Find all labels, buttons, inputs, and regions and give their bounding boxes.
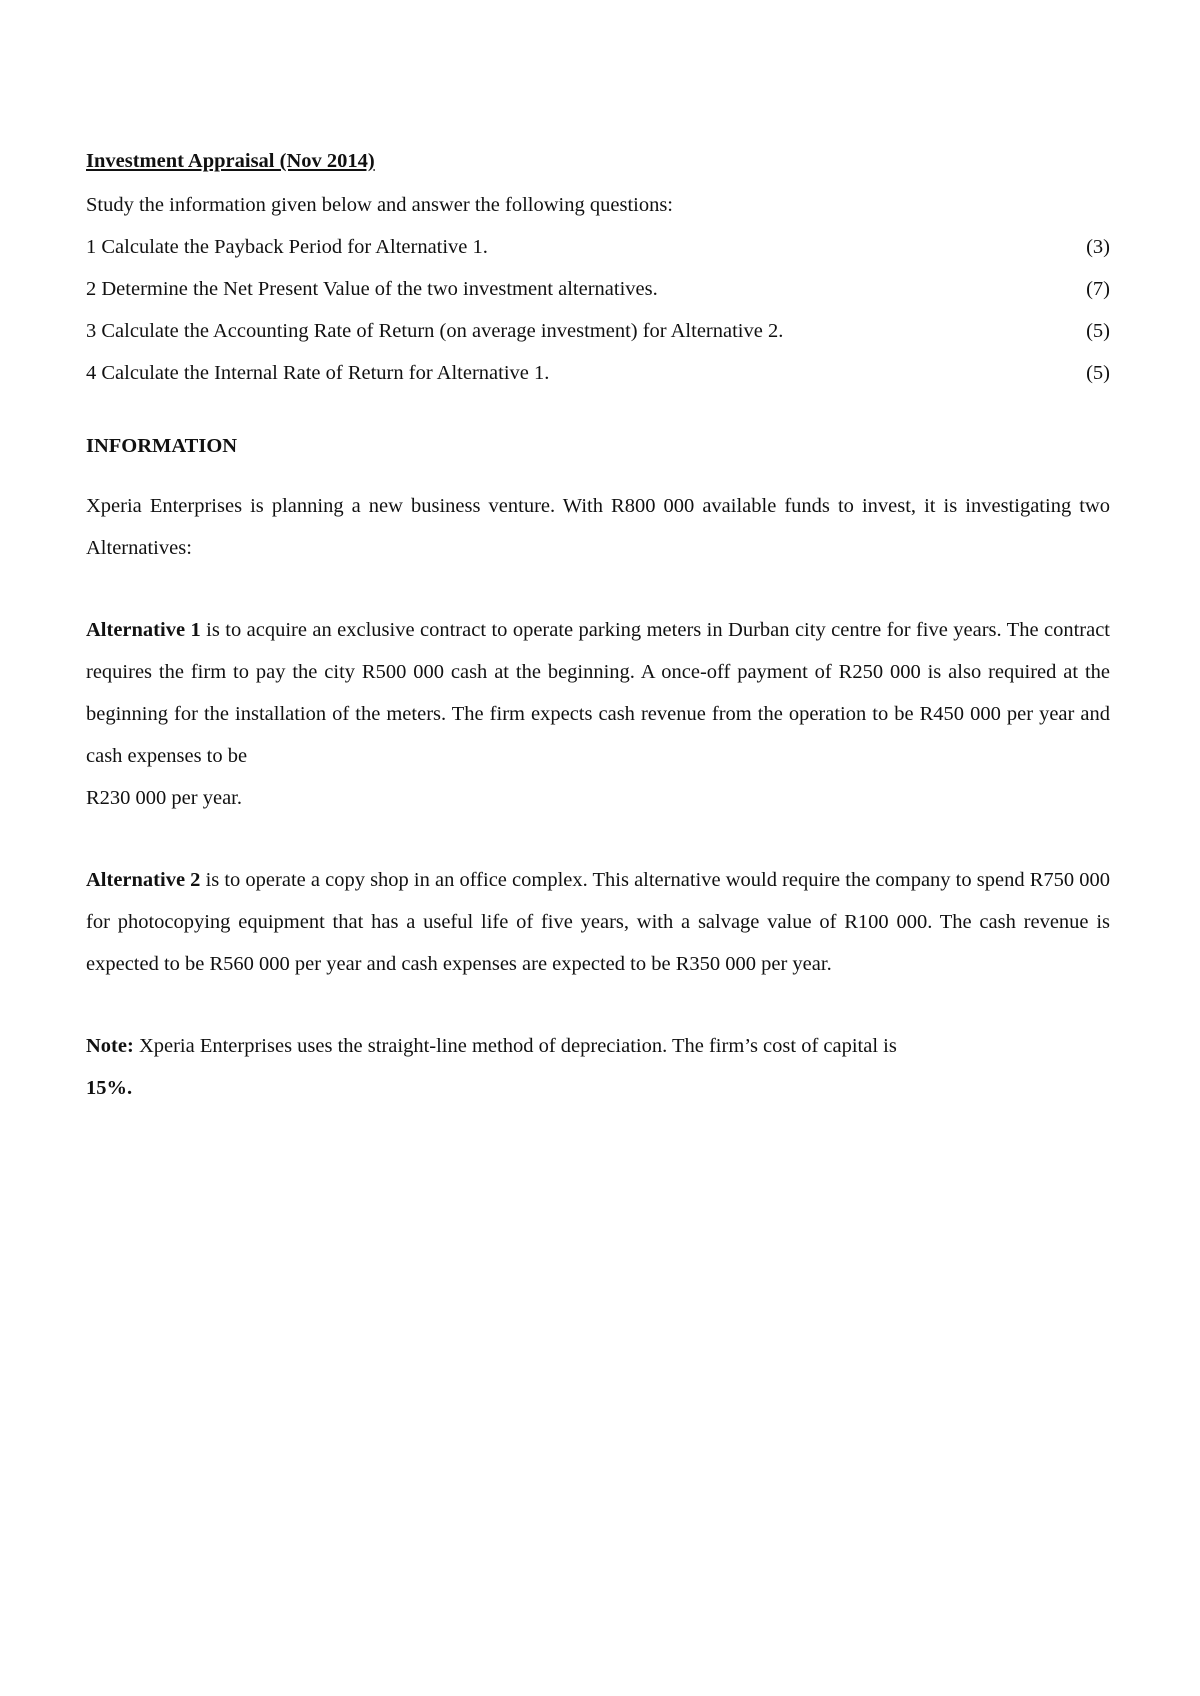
note-rate (86, 1067, 1110, 1109)
question-marks: (5) (1086, 320, 1110, 342)
document-title: Investment Appraisal (Nov 2014) (86, 150, 375, 172)
question-text: 1 Calculate the Payback Period for Alternative 1. (86, 236, 488, 258)
question-item (86, 310, 1110, 352)
question-marks: (3) (1086, 236, 1110, 258)
question-marks: (5) (1086, 362, 1110, 384)
alternative-1-paragraph (86, 609, 1110, 777)
information-lead: Xperia Enterprises is planning a new business venture. With R800 000 available funds to invest, it is investigating two Alternatives: (86, 494, 1110, 559)
question-text: 2 Determine the Net Present Value of the two investment alternatives. (86, 278, 658, 300)
alternative-2-label: Alternative 2 (86, 868, 201, 891)
question-marks: (7) (1086, 278, 1110, 300)
question-text: 4 Calculate the Internal Rate of Return for Alternative 1. (86, 362, 550, 384)
question-item (86, 352, 1110, 394)
document-page (86, 146, 1110, 1109)
instructions: Study the information given below and answer the following questions: (86, 194, 674, 216)
alternative-1-text: is to acquire an exclusive contract to operate parking meters in Durban city centre for five years. The contract requires the firm to pay the city R500 000 cash at the beginning. A once-off payment of R250 000 is also required at the beginning for the installation of the meters. The firm expects cash revenue from the operation to be R450 000 per year and cash expenses to be (86, 618, 1111, 767)
question-text: 3 Calculate the Accounting Rate of Return (on average investment) for Alternative 2. (86, 320, 784, 342)
alternative-2-text: is to operate a copy shop in an office complex. This alternative would require the company to spend R750 000 for photocopying equipment that has a useful life of five years, with a salvage value of R100 000. The cash revenue is expected to be R560 000 per year and cash expenses are expected to be R350 000 per year. (86, 868, 1111, 975)
alternative-2-paragraph (86, 859, 1110, 985)
alternative-1-label: Alternative 1 (86, 618, 201, 641)
cost-of-capital-rate: 15%. (86, 1076, 133, 1099)
note-paragraph (86, 1025, 1110, 1067)
question-item (86, 268, 1110, 310)
question-list (86, 226, 1110, 394)
note-text: Xperia Enterprises uses the straight-line method of depreciation. The firm’s cost of capital is (133, 1034, 897, 1057)
question-item (86, 226, 1110, 268)
alternative-1-tail: R230 000 per year. (86, 786, 242, 809)
information-heading: INFORMATION (86, 435, 238, 457)
note-label: Note: (86, 1034, 134, 1057)
